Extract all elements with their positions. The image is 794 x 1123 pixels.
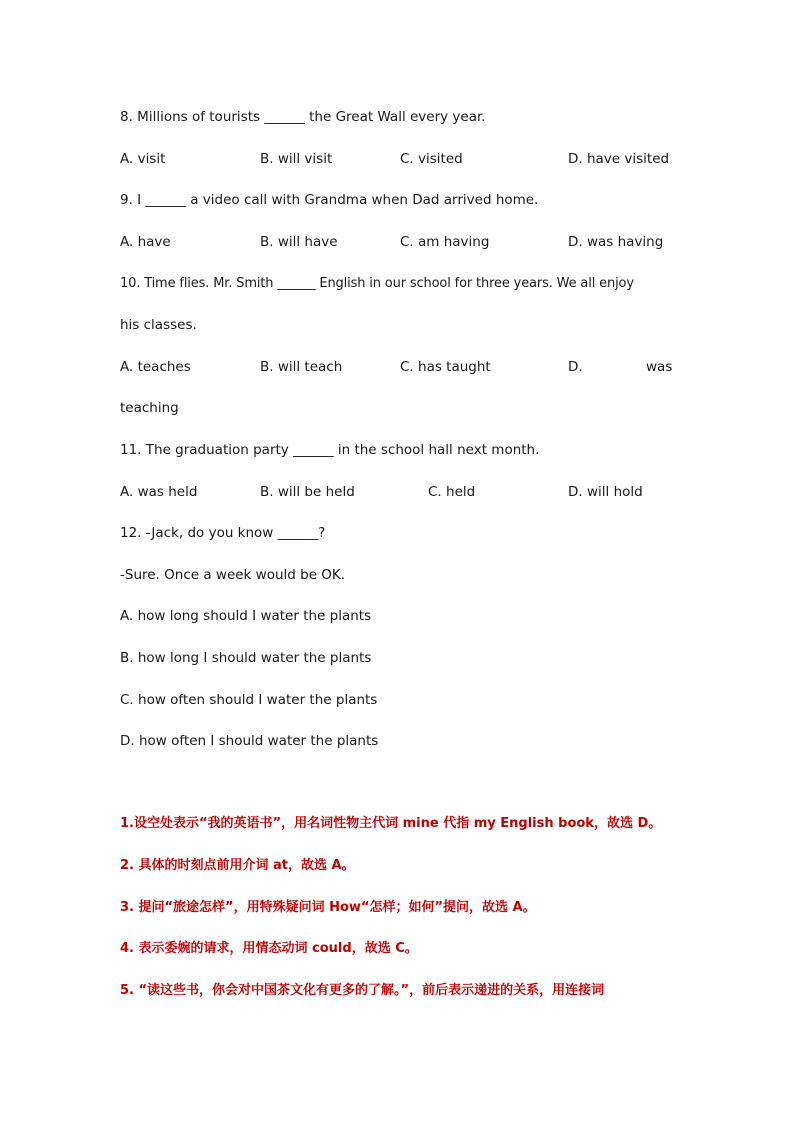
question-12-reply: -Sure. Once a week would be OK. bbox=[120, 567, 346, 583]
question-8-stem: 8. Millions of tourists ______ the Great Wall every year. bbox=[120, 109, 486, 125]
option-c: C. held bbox=[428, 484, 476, 500]
option-a: A. was held bbox=[120, 484, 198, 500]
answer-4: 4. 表示委婉的请求，用情态动词 could，故选 C。 bbox=[120, 941, 418, 956]
option-c: C. am having bbox=[400, 234, 490, 250]
question-12-stem: 12. -Jack, do you know ______? bbox=[120, 525, 326, 541]
answer-2: 2. 具体的时刻点前用介词 at，故选 A。 bbox=[120, 858, 355, 873]
question-10-stem-line1: 10. Time flies. Mr. Smith ______ English in our school for three years. We all enjoy bbox=[120, 276, 634, 291]
option-a: A. teaches bbox=[120, 359, 191, 375]
answer-5: 5. “读这些书，你会对中国茶文化有更多的了解。”，前后表示递进的关系，用连接词 bbox=[120, 983, 605, 998]
option-c: C. has taught bbox=[400, 359, 491, 375]
option-b: B. will be held bbox=[260, 484, 355, 500]
option-d-continuation: teaching bbox=[120, 400, 179, 416]
option-d: D. have visited bbox=[568, 151, 670, 167]
option-b: B. will visit bbox=[260, 151, 333, 167]
question-12-option-c: C. how often should I water the plants bbox=[120, 692, 378, 708]
question-10-options bbox=[120, 358, 680, 376]
answer-1: 1.设空处表示“我的英语书”，用名词性物主代词 mine 代指 my English book，故选 D。 bbox=[120, 816, 662, 831]
question-8-options bbox=[120, 150, 680, 168]
question-12-option-a: A. how long should I water the plants bbox=[120, 608, 372, 624]
option-b: B. will teach bbox=[260, 359, 343, 375]
option-d: D. was having bbox=[568, 234, 664, 250]
option-d-letter: D. bbox=[568, 359, 583, 375]
answer-3: 3. 提问“旅途怎样”，用特殊疑问词 How“怎样；如何”提问，故选 A。 bbox=[120, 900, 536, 915]
question-9-options bbox=[120, 233, 680, 251]
option-c: C. visited bbox=[400, 151, 463, 167]
question-12-option-d: D. how often I should water the plants bbox=[120, 733, 379, 749]
option-b: B. will have bbox=[260, 234, 338, 250]
question-12-option-b: B. how long I should water the plants bbox=[120, 650, 372, 666]
option-d-word: was bbox=[646, 359, 673, 375]
option-a: A. visit bbox=[120, 151, 166, 167]
question-9-stem: 9. I ______ a video call with Grandma when Dad arrived home. bbox=[120, 192, 539, 208]
option-a: A. have bbox=[120, 234, 171, 250]
question-11-options bbox=[120, 483, 680, 501]
question-10-stem-line2: his classes. bbox=[120, 317, 197, 333]
option-d: D. will hold bbox=[568, 484, 643, 500]
question-11-stem: 11. The graduation party ______ in the school hall next month. bbox=[120, 442, 540, 458]
